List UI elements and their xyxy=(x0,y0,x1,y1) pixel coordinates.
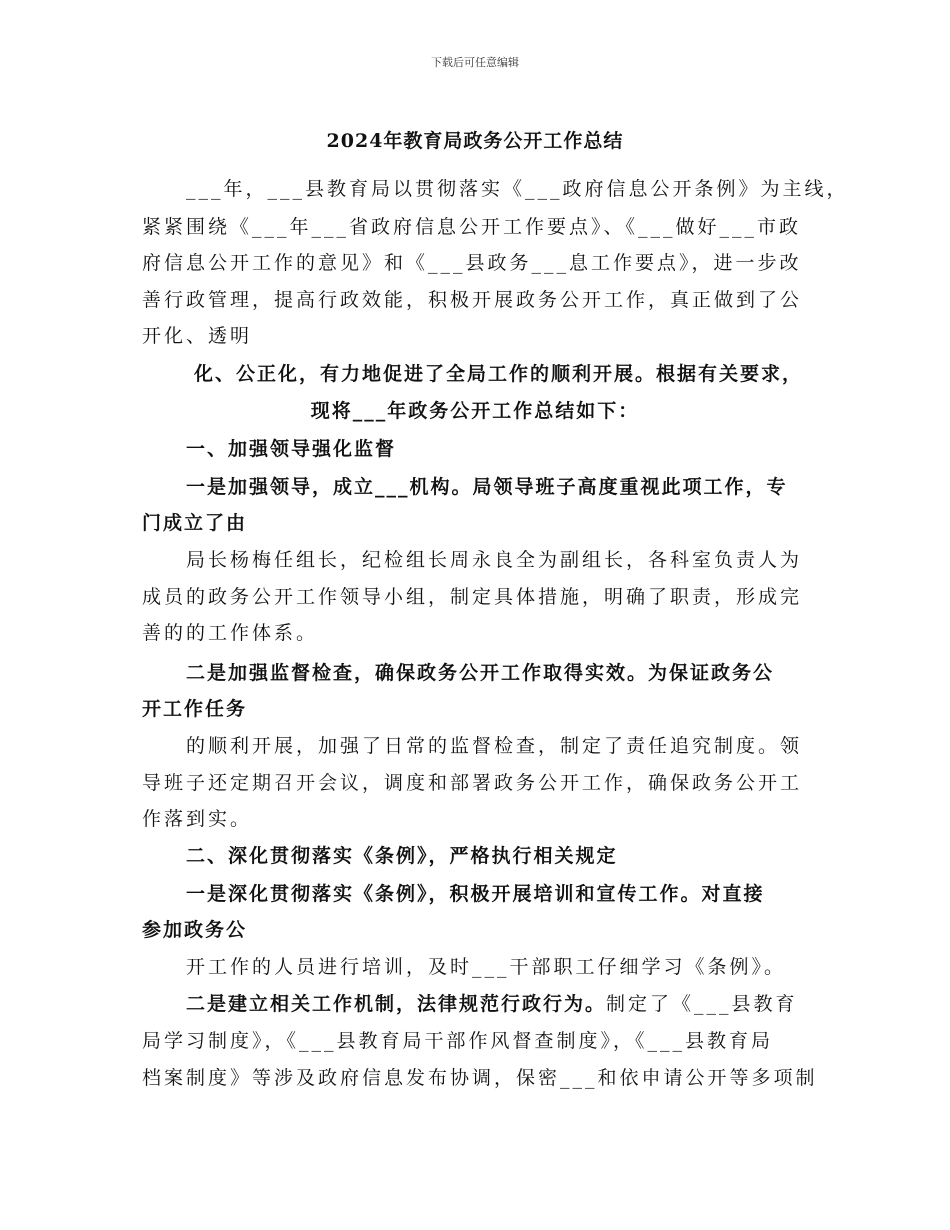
paragraph-line: 二是加强监督检查，确保政务公开工作取得实效。为保证政务公 xyxy=(186,662,775,684)
paragraph-line: 开工作任务 xyxy=(142,698,248,720)
paragraph-line: 善的的工作体系。 xyxy=(142,622,319,644)
bold-lead: 二是建立相关工作机制，法律规范行政行为。 xyxy=(186,993,607,1015)
paragraph-line: 府信息公开工作的意见》和《___县政务___息工作要点》，进一步改 xyxy=(142,252,802,274)
paragraph-line: 善行政管理，提高行政效能，积极开展政务公开工作，真正做到了公 xyxy=(142,289,803,311)
paragraph-line: 参加政务公 xyxy=(142,919,248,941)
paragraph-line: 局长杨梅任组长，纪检组长周永良全为副组长，各科室负责人为 xyxy=(186,549,803,571)
paragraph-line: 作落到实。 xyxy=(142,808,253,830)
paragraph-line: 开化、透明 xyxy=(142,325,253,347)
section-heading: 二、深化贯彻落实《条例》，严格执行相关规定 xyxy=(186,845,618,867)
paragraph-line: 一是深化贯彻落实《条例》，积极开展培训和宣传工作。对直接 xyxy=(186,883,765,905)
paragraph-line: 局学习制度》，《___县教育局干部作风督查制度》，《___县教育局 xyxy=(142,1030,774,1052)
paragraph-line: 档案制度》等涉及政府信息发布协调，保密___和依申请公开等多项制 xyxy=(142,1067,818,1089)
paragraph-line: 门成立了由 xyxy=(142,512,248,534)
page-header: 下载后可任意编辑 xyxy=(431,56,519,69)
paragraph-line: 成员的政务公开工作领导小组，制定具体措施，明确了职责，形成完 xyxy=(142,586,803,608)
section-heading: 一、加强领导强化监督 xyxy=(186,438,397,460)
paragraph-line: 导班子还定期召开会议，调度和部署政务公开工作，确保政务公开工 xyxy=(142,772,803,794)
paragraph-line: 开工作的人员进行培训，及时___干部职工仔细学习《条例》。 xyxy=(186,956,787,978)
paragraph-text: 制定了《___县教育 xyxy=(606,993,798,1015)
paragraph-line: 化、公正化，有力地促进了全局工作的顺利开展。根据有关要求， xyxy=(194,363,804,385)
paragraph-line: 一是加强领导，成立___机构。局领导班子高度重视此项工作，专 xyxy=(186,476,788,498)
document-title: 2024年教育局政务公开工作总结 xyxy=(326,130,624,152)
paragraph-line: 的顺利开展，加强了日常的监督检查，制定了责任追究制度。领 xyxy=(186,735,803,757)
paragraph-line: 紧紧围绕《___年___省政府信息公开工作要点》、《___做好___市政 xyxy=(142,216,802,238)
paragraph-line xyxy=(186,991,876,1017)
paragraph-line: ___年，___县教育局以贯彻落实《___政府信息公开条例》为主线， xyxy=(186,178,849,200)
paragraph-line: 现将___年政务公开工作总结如下： xyxy=(310,400,640,422)
